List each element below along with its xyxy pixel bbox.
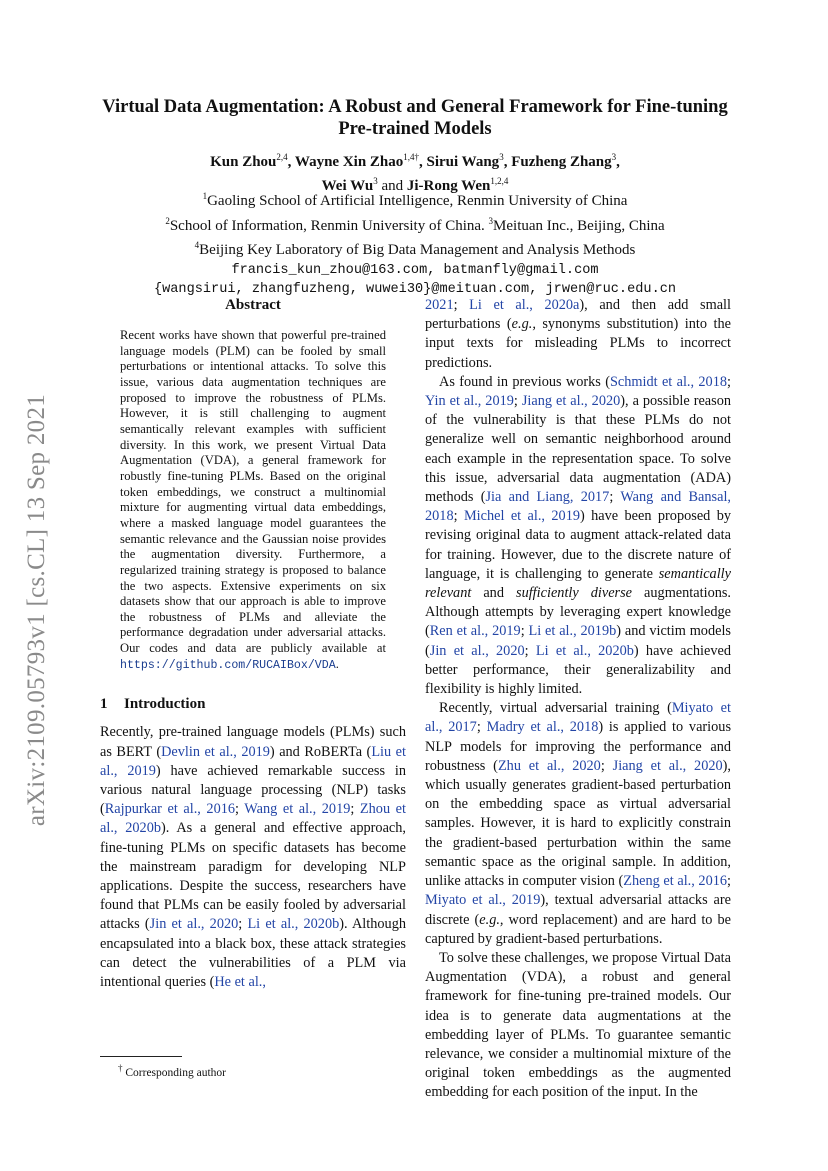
left-column xyxy=(100,296,406,992)
citation-link[interactable]: Schmidt et al., 2018 xyxy=(609,373,728,390)
author-emails-2: {wangsirui, zhangfuzheng, wuwei30}@meituan.com, jrwen@ruc.edu.cn xyxy=(153,282,677,297)
affiliation-2-3: $^2$School of Information, Renmin University of China. $^3$Meituan Inc., Beijing, China xyxy=(165,215,665,234)
intro-paragraph-1-continued: 2021; Li et al., 2020a), and then add small perturbations (e.g., synonyms substitution) into the input texts for misleading PLMs to incorrect predictions. xyxy=(425,297,732,371)
author-emails-1: francis_kun_zhou@163.com, batmanfly@gmail.com xyxy=(231,262,599,278)
citation-link[interactable]: Jiang et al., 2020 xyxy=(521,393,621,410)
affiliation-1: $^1$Gaoling School of Artificial Intelligence, Renmin University of China xyxy=(202,191,628,209)
citation-link[interactable]: Zhu et al., 2020 xyxy=(497,757,601,774)
citation-link[interactable]: Madry et al., 2018 xyxy=(486,719,599,736)
author-name: Fuzheng Zhang$^3$ xyxy=(511,152,617,170)
right-column xyxy=(425,296,731,1103)
citation-link[interactable]: Wang and Bansal, 2018 xyxy=(425,489,731,525)
citation-link[interactable]: Devlin et al., 2019 xyxy=(161,743,270,760)
author-name: Kun Zhou$^{2,4}$ xyxy=(210,152,288,170)
author-name: Wei Wu$^3$ xyxy=(321,176,378,194)
citation-link[interactable]: Jia and Liang, 2017 xyxy=(485,489,610,506)
citation-link[interactable]: Zheng et al., 2016 xyxy=(623,873,728,890)
citation-link[interactable]: Jin et al., 2020 xyxy=(149,916,239,933)
affiliations xyxy=(80,187,750,300)
affiliation-4: $^4$Beijing Key Laboratory of Big Data Management and Analysis Methods xyxy=(194,240,636,258)
abstract-heading: Abstract xyxy=(225,297,281,313)
footnote: † Corresponding author xyxy=(118,1063,226,1079)
paper-title: Virtual Data Augmentation: A Robust and General Framework for Fine-tuning Pre-trained Models xyxy=(102,97,728,139)
code-link[interactable]: https://github.com/RUCAIBox/VDA xyxy=(120,658,336,672)
citation-link[interactable]: Li et al., 2020b xyxy=(247,916,340,933)
author-line-1: Kun Zhou$^{2,4}$, Wayne Xin Zhao$^{1,4\dagger}$, Sirui Wang$^3$, Fuzheng Zhang$^3$, xyxy=(210,152,620,170)
footnote-rule xyxy=(100,1056,182,1057)
author-name: Wayne Xin Zhao$^{1,4\dagger}$ xyxy=(294,152,420,170)
author-name: Sirui Wang$^3$ xyxy=(426,152,504,170)
intro-paragraph-3: Recently, virtual adversarial training (Miyato et al., 2017; Madry et al., 2018) is applied to various NLP models for improving the performance and robustness (Zhu et al., 2020; Jiang et al., 2020), which usually generates gradient-based perturbation on the embedding space as virtual adversarial samples. However, it is hard to explicitly constrain the gradient-based perturbation within the same semantic space as the original sample. In addition, unlike attacks in computer vision (Zheng et al., 2016; Miyato et al., 2019), textual adversarial attacks are discrete (e.g., word replacement) and are hard to be captured by gradient-based perturbations. xyxy=(425,700,732,947)
citation-link[interactable]: Rajpurkar et al., 2016 xyxy=(104,801,236,818)
citation-link[interactable]: Ren et al., 2019 xyxy=(429,623,521,640)
intro-paragraph-2: As found in previous works (Schmidt et al., 2018; Yin et al., 2019; Jiang et al., 2020), a possible reason of the vulnerability is that these PLMs do not generalize well on semantic neighborhood around each example in the representation space. To solve this issue, adversarial data augmentation (ADA) methods (Jia and Liang, 2017; Wang and Bansal, 2018; Michel et al., 2019) have been proposed by revising original data to augment attack-related data for training. However, due to the discrete nature of language, it is challenging to generate semantically relevant and sufficiently diverse augmentations. Although attempts by leveraging expert knowledge (Ren et al., 2019; Li et al., 2019b) and victim models (Jin et al., 2020; Li et al., 2020b) have achieved better performance, their generalizability and flexibility is highly limited. xyxy=(425,373,732,698)
citation-link[interactable]: Jin et al., 2020 xyxy=(429,642,525,659)
citation-link[interactable]: Yin et al., 2019 xyxy=(425,393,514,410)
citation-link[interactable]: Jiang et al., 2020 xyxy=(612,757,723,774)
citation-link[interactable]: Li et al., 2019b xyxy=(528,623,617,640)
author-line-2: Wei Wu$^3$ and Ji-Rong Wen$^{1,2,4}$ xyxy=(321,176,509,194)
section-heading-introduction: 1 Introduction xyxy=(100,696,206,713)
citation-link[interactable]: Miyato et al., 2017 xyxy=(425,700,731,736)
citation-link[interactable]: Li et al., 2020b xyxy=(535,642,634,659)
abstract-body: Recent works have shown that powerful pre-trained language models (PLM) can be fooled by small perturbations or intentional attacks. To solve this issue, various data augmentation techniques are proposed to improve the robustness of PLMs. However, it is still challenging to augment semantically relevant examples with sufficient diversity. In this work, we present Virtual Data Augmentation (VDA), a general framework for robustly fine-tuning PLMs. Based on the original token embeddings, we construct a multinomial mixture for augmenting virtual data embeddings, where a masked language model guarantees the semantic relevance and the Gaussian noise provides the augmentation diversity. Furthermore, a regularized training strategy is proposed to balance the two aspects. Extensive experiments on six datasets show that our approach is able to improve the robustness of PLMs and alleviate the performance degradation under adversarial attacks. Our codes and data are publicly available at https://github.com/RUCAIBox/VDA. xyxy=(120,328,386,672)
citation-link[interactable]: Liu et al., 2019 xyxy=(100,743,406,779)
intro-paragraph-4: To solve these challenges, we propose Virtual Data Augmentation (VDA), a robust and general framework for fine-tuning pre-trained models. Our idea is to generate data augmentations at the embedding layer of PLMs. To guarantee semantic relevance, we consider a multinomial mixture of the original token embeddings as the augmented embedding for each position of the input. In the xyxy=(425,949,731,1101)
citation-link[interactable]: Michel et al., 2019 xyxy=(463,508,580,525)
arxiv-identifier: arXiv:2109.05793v1 [cs.CL] 13 Sep 2021 xyxy=(23,393,50,827)
citation-link[interactable]: He et al., xyxy=(214,974,266,991)
citation-link[interactable]: Wang et al., 2019 xyxy=(244,801,351,818)
author-name: Ji-Rong Wen$^{1,2,4}$ xyxy=(406,176,509,194)
citation-link[interactable]: Miyato et al., 2019 xyxy=(425,892,541,909)
citation-link[interactable]: Zhou et al., 2020b xyxy=(100,801,406,837)
intro-paragraph-1: Recently, pre-trained language models (PLMs) such as BERT (Devlin et al., 2019) and RoBERTa (Liu et al., 2019) have achieved remarkable success in various natural language processing (NLP) tasks (Rajpurkar et al., 2016; Wang et al., 2019; Zhou et al., 2020b). As a general and effective approach, fine-tuning PLMs on specific datasets has become the mainstream paradigm for developing NLP applications. Despite the success, researchers have found that PLMs can be easily fooled by adversarial attacks (Jin et al., 2020; Li et al., 2020b). Although encapsulated into a black box, these attack strategies can detect the vulnerabilities of a PLM via intentional queries (He et al., xyxy=(100,724,407,991)
citation-link[interactable]: 2021 xyxy=(425,297,454,313)
citation-link[interactable]: Li et al., 2020a xyxy=(469,297,580,313)
